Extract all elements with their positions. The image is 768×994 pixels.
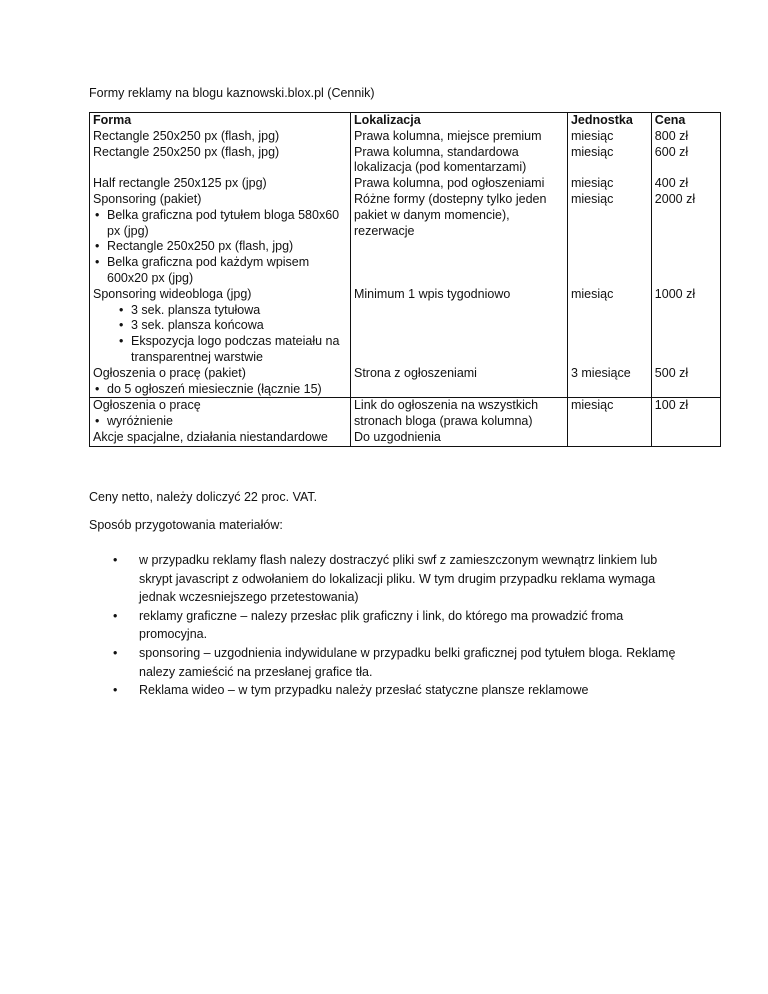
list-item: • reklamy graficzne – nalezy przesłac plik graficzny i link, do którego ma prowadzić froma promocyjna. [89,607,689,644]
cell-cena [651,430,720,446]
cell-jednostka: miesiąc [567,176,651,192]
table-header-row [90,113,721,129]
header-cena: Cena [651,113,720,129]
table-row [90,129,721,145]
table-row [90,398,721,430]
cell-lokalizacja: Różne formy (dostepny tylko jeden pakiet w danym momencie), rezerwacje [350,192,567,287]
list-item: • wyróżnienie [93,414,347,430]
cell-lokalizacja: Prawa kolumna, standardowa lokalizacja (pod komentarzami) [350,145,567,177]
table-row [90,176,721,192]
pricing-table [89,112,721,447]
header-jednostka: Jednostka [567,113,651,129]
table-row [90,366,721,398]
header-forma: Forma [90,113,351,129]
cell-cena: 1000 zł [651,287,720,366]
cell-lokalizacja: Minimum 1 wpis tygodniowo [350,287,567,366]
list-item: • Ekspozycja logo podczas mateiału na transparentnej warstwie [93,334,347,366]
table-row [90,192,721,287]
cell-jednostka: miesiąc [567,192,651,287]
cell-cena: 600 zł [651,145,720,177]
list-item: • Belka graficzna pod każdym wpisem 600x20 px (jpg) [93,255,347,287]
cell-jednostka: miesiąc [567,145,651,177]
list-item: • sponsoring – uzgodnienia indywidulane w przypadku belki graficznej pod tytułem bloga. Reklamę nalezy zamieścić na przesłanej grafice tła. [89,644,689,681]
cell-jednostka [567,430,651,446]
cell-cena: 100 zł [651,398,720,430]
vat-note: Ceny netto, należy doliczyć 22 proc. VAT. [89,490,318,504]
cell-jednostka: 3 miesiące [567,366,651,398]
list-item: • 3 sek. plansza końcowa [93,318,347,334]
list-item: • Belka graficzna pod tytułem bloga 580x60 px (jpg) [93,208,347,240]
list-item: • w przypadku reklamy flash nalezy dostraczyć pliki swf z zamieszczonym wewnątrz linkiem lub skrypt javascript z odwołaniem do lokalizacji pliku. W tym drugim przypadku reklama wymaga jednak wczesniejszego przetestowania) [89,551,689,607]
header-lokalizacja: Lokalizacja [350,113,567,129]
cell-jednostka: miesiąc [567,129,651,145]
cell-cena: 2000 zł [651,192,720,287]
list-item: • Reklama wideo – w tym przypadku należy przesłać statyczne plansze reklamowe [89,681,689,700]
cell-lokalizacja: Prawa kolumna, pod ogłoszeniami [350,176,567,192]
cell-forma: Ogłoszenia o pracę • wyróżnienie [90,398,351,430]
cell-cena: 500 zł [651,366,720,398]
preparation-title: Sposób przygotowania materiałów: [89,518,283,532]
cell-cena: 400 zł [651,176,720,192]
cell-forma: Rectangle 250x250 px (flash, jpg) [90,129,351,145]
cell-cena: 800 zł [651,129,720,145]
cell-lokalizacja: Link do ogłoszenia na wszystkich stronach bloga (prawa kolumna) [350,398,567,430]
table-row [90,145,721,177]
cell-forma: Sponsoring wideobloga (jpg) • 3 sek. plansza tytułowa • 3 sek. plansza końcowa • Ekspozycja logo podczas mateiału na transparentnej warstwie [90,287,351,366]
list-item: • do 5 ogłoszeń miesiecznie (łącznie 15) [93,382,347,398]
cell-forma: Half rectangle 250x125 px (jpg) [90,176,351,192]
table-row [90,430,721,446]
preparation-list [89,551,689,700]
list-item: • Rectangle 250x250 px (flash, jpg) [93,239,347,255]
cell-jednostka: miesiąc [567,287,651,366]
cell-forma: Akcje spacjalne, działania niestandardowe [90,430,351,446]
list-item: • 3 sek. plansza tytułowa [93,303,347,319]
cell-lokalizacja: Strona z ogłoszeniami [350,366,567,398]
cell-forma: Rectangle 250x250 px (flash, jpg) [90,145,351,177]
cell-lokalizacja: Prawa kolumna, miejsce premium [350,129,567,145]
cell-lokalizacja: Do uzgodnienia [350,430,567,446]
document-title: Formy reklamy na blogu kaznowski.blox.pl (Cennik) [89,86,375,100]
table-row [90,287,721,366]
cell-forma: Ogłoszenia o pracę (pakiet) • do 5 ogłoszeń miesiecznie (łącznie 15) [90,366,351,398]
cell-jednostka: miesiąc [567,398,651,430]
cell-forma: Sponsoring (pakiet) • Belka graficzna pod tytułem bloga 580x60 px (jpg) • Rectangle 250x250 px (flash, jpg) • Belka graficzna pod każdym wpisem 600x20 px (jpg) [90,192,351,287]
